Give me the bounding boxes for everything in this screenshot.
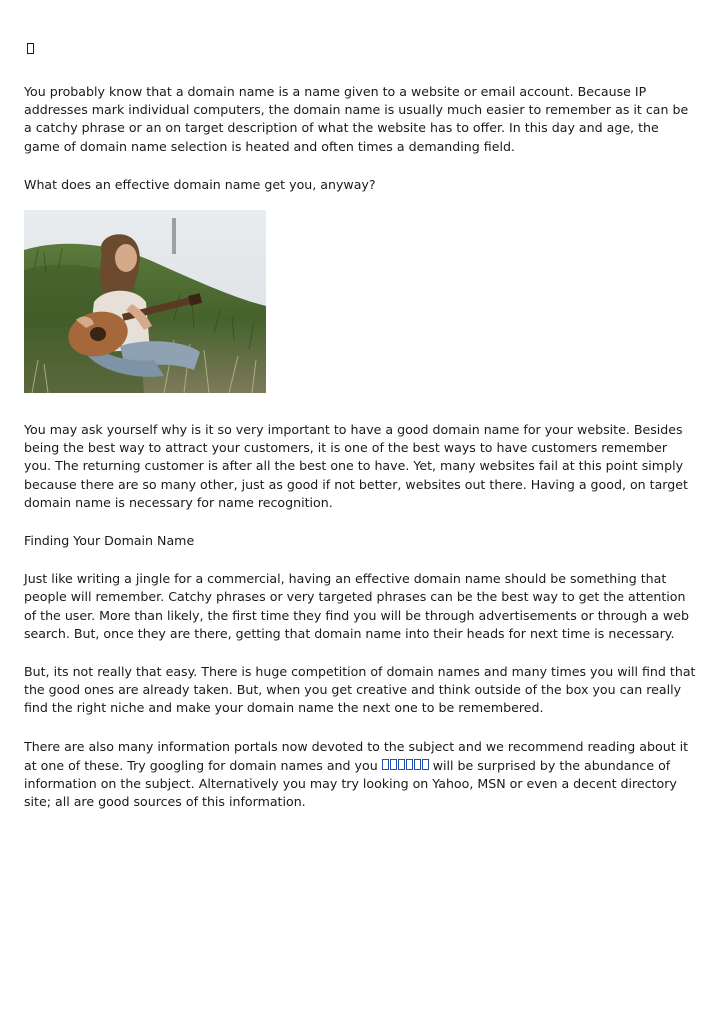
section-heading: Finding Your Domain Name — [24, 533, 195, 549]
paragraph-portals-before: There are also many information portals now devoted to the subject and we recommend reading about it at one of these. Try googling for domain names and you — [24, 738, 689, 773]
article-link[interactable] — [382, 758, 429, 773]
missing-glyph-icon — [422, 759, 429, 770]
missing-glyph-icon — [382, 759, 389, 770]
missing-glyph-icon — [27, 43, 34, 54]
missing-glyph-header — [24, 40, 696, 64]
document-page — [24, 40, 696, 831]
article-photo — [24, 210, 266, 393]
missing-glyph-icon — [406, 759, 413, 770]
missing-glyph-icon — [390, 759, 397, 770]
paragraph-portals — [24, 738, 696, 812]
paragraph-portals-after: will be surprised by the abundance of information on the subject. Alternatively you may try looking on Yahoo, MSN or even a decent directory site; all are good sources of this information. — [24, 757, 677, 810]
missing-glyph-icon — [414, 759, 421, 770]
paragraph-jingle: Just like writing a jingle for a commercial, having an effective domain name should be something that people will remember. Catchy phrases or very targeted phrases can be the best way to get the attention of the user. More than likely, the first time they find you will be through advertisements or through a web search. But, once they are there, getting that domain name into their heads for next time is necessary. — [24, 571, 689, 641]
paragraph-question: What does an effective domain name get you, anyway? — [24, 176, 376, 192]
paragraph-importance: You may ask yourself why is it so very important to have a good domain name for your website. Besides being the best way to attract your customers, it is one of the best ways to have customers remember you. The returning customer is after all the best one to have. Yet, many websites fail at this point simply because there are so many other, just as good if not better, websites out there. Having a good, on target domain name is necessary for name recognition. — [24, 422, 688, 510]
paragraph-intro: You probably know that a domain name is a name given to a website or email account. Because IP addresses mark individual computers, the domain name is usually much easier to remember as it can be a catchy phrase or an on target description of what the website has to offer. In this day and age, the game of domain name selection is heated and often times a demanding field. — [24, 84, 689, 154]
paragraph-competition: But, its not really that easy. There is huge competition of domain names and many times you will find that the good ones are already taken. But, when you get creative and think outside of the box you can really find the right niche and make your domain name the next one to be remembered. — [24, 664, 696, 716]
photo-woman-guitar-grass-icon — [24, 210, 266, 393]
missing-glyph-icon — [398, 759, 405, 770]
